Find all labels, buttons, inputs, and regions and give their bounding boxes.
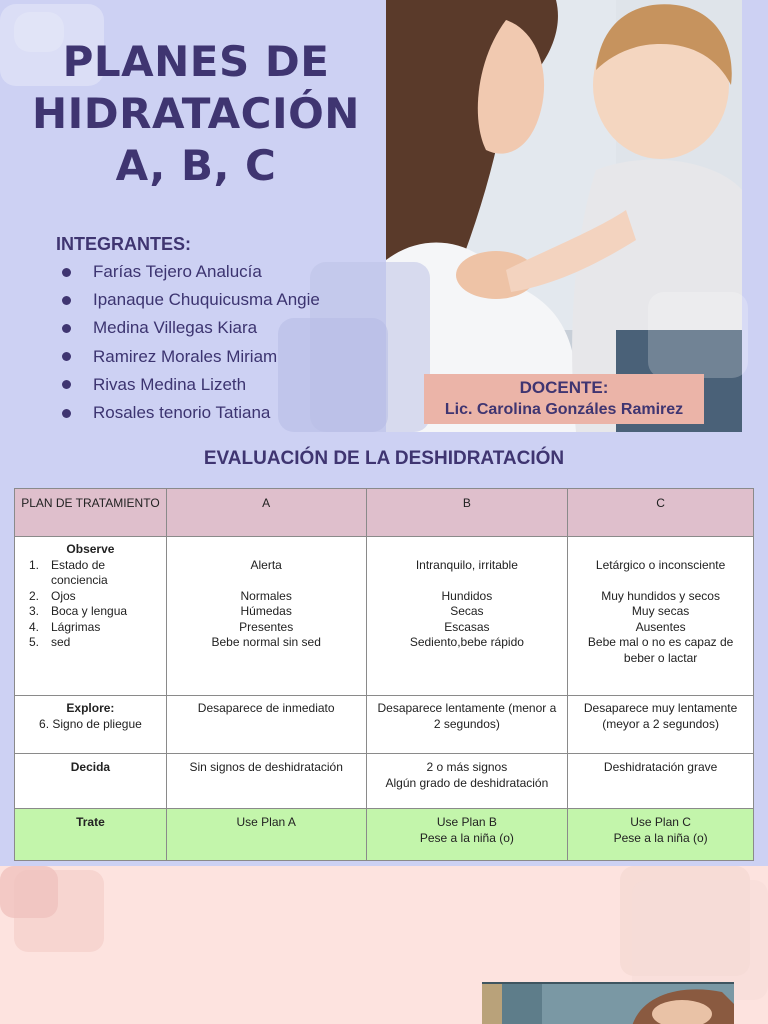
decorative-rounded-square [648, 292, 748, 378]
member-name: Medina Villegas Kiara [93, 318, 258, 338]
title-line: HIDRATACIÓN [32, 89, 360, 138]
member-name: Ipanaque Chuquicusma Angie [93, 290, 320, 310]
item-text: Estado de conciencia [51, 557, 108, 587]
list-item [62, 286, 320, 314]
header-plan: PLAN DE TRATAMIENTO [15, 489, 167, 537]
docente-box [424, 374, 704, 424]
observe-b-state: Intranquilo, irritable [415, 557, 518, 572]
list-item [21, 620, 160, 636]
list-item [21, 604, 160, 620]
members-list [62, 258, 320, 427]
observe-a-value: Presentes [239, 619, 294, 634]
explore-cell [15, 696, 167, 754]
spacer [173, 542, 360, 558]
photo-thumbnail [482, 982, 734, 1024]
observe-b-value: Escasas [444, 619, 490, 634]
member-name: Rosales tenorio Tatiana [93, 403, 271, 423]
table-row [15, 537, 754, 696]
spacer [373, 542, 562, 558]
section-title: EVALUACIÓN DE LA DESHIDRATACIÓN [203, 448, 565, 469]
item-number: 1. [29, 557, 40, 572]
list-item [21, 558, 160, 589]
member-name: Ramirez Morales Miriam [93, 346, 278, 366]
list-item [21, 635, 160, 651]
bullet-icon [62, 324, 71, 333]
photo-illustration [482, 984, 734, 1024]
table-row [15, 809, 754, 861]
spacer [574, 573, 747, 589]
treat-a-cell: Use Plan A [166, 809, 366, 861]
observe-list [21, 558, 160, 651]
observe-b-value: Sediento,bebe rápido [409, 635, 524, 649]
treat-c-cell [568, 809, 754, 861]
observe-c-cell [568, 537, 754, 696]
list-item [62, 258, 320, 286]
explore-label: Explore: [66, 701, 115, 715]
table-row [15, 754, 754, 809]
docente-label: DOCENTE: [519, 378, 609, 397]
explore-b-cell: Desaparece lentamente (menor a 2 segundos) [366, 696, 568, 754]
observe-a-values [173, 542, 360, 651]
header-a: A [166, 489, 366, 537]
treat-b-line: Pese a la niña (o) [419, 830, 514, 845]
observe-c-value: Muy hundidos y secos [601, 588, 720, 603]
observe-a-value: Normales [240, 588, 292, 603]
item-text: sed [51, 635, 71, 649]
treat-c-line: Pese a la niña (o) [613, 830, 708, 845]
treat-b-line: Use Plan B [436, 815, 497, 829]
bullet-icon [62, 352, 71, 361]
observe-c-state: Letárgico o inconsciente [595, 557, 726, 572]
spacer [574, 542, 747, 558]
explore-sub: 6. Signo de pliegue [39, 716, 142, 731]
members-label: INTEGRANTES: [56, 234, 191, 254]
observe-b-value: Hundidos [441, 588, 493, 603]
observe-a-state: Alerta [250, 557, 282, 572]
observe-b-values [373, 542, 562, 651]
decide-b-cell [366, 754, 568, 809]
observe-cell [15, 537, 167, 696]
table-row [15, 489, 754, 537]
decide-b-line: 2 o más signos [426, 760, 508, 774]
bullet-icon [62, 268, 71, 277]
item-number: 3. [29, 604, 40, 618]
title-line: A, B, C [115, 141, 277, 190]
header-c: C [568, 489, 754, 537]
decide-a-cell: Sin signos de deshidratación [166, 754, 366, 809]
member-name: Farías Tejero Analucía [93, 262, 262, 282]
decide-b-line: Algún grado de deshidratación [385, 775, 549, 790]
bullet-icon [62, 409, 71, 418]
treat-cell: Trate [15, 809, 167, 861]
observe-a-value: Húmedas [240, 604, 292, 618]
item-text: Lágrimas [51, 619, 101, 634]
decorative-rounded-square [14, 870, 104, 952]
treat-b-cell [366, 809, 568, 861]
header-b: B [366, 489, 568, 537]
item-text: Ojos [51, 588, 76, 603]
item-number: 4. [29, 619, 40, 634]
spacer [373, 573, 562, 589]
observe-c-values [574, 542, 747, 666]
list-item [62, 343, 320, 371]
list-item [62, 314, 320, 342]
list-item [62, 371, 320, 399]
item-number: 5. [29, 635, 40, 649]
bullet-icon [62, 296, 71, 305]
title-line: PLANES DE [62, 37, 330, 86]
observe-a-cell [166, 537, 366, 696]
item-number: 2. [29, 588, 40, 603]
explore-a-cell: Desaparece de inmediato [166, 696, 366, 754]
table-row [15, 696, 754, 754]
list-item [21, 589, 160, 605]
observe-label: Observe [66, 542, 115, 556]
bullet-icon [62, 380, 71, 389]
treat-c-line: Use Plan C [630, 815, 691, 829]
observe-a-value: Bebe normal sin sed [211, 635, 321, 649]
explore-c-cell: Desaparece muy lentamente (meyor a 2 segundos) [568, 696, 754, 754]
observe-b-value: Secas [450, 604, 484, 618]
page-title [10, 36, 382, 192]
decide-cell: Decida [15, 754, 167, 809]
observe-c-value: Ausentes [635, 619, 686, 634]
observe-c-value: Bebe mal o no es capaz de beber o lactar [587, 635, 734, 665]
docente-name: Lic. Carolina Gonzáles Ramirez [444, 401, 684, 418]
spacer [173, 573, 360, 589]
evaluation-table [14, 488, 754, 861]
list-item [62, 399, 320, 427]
slide-2 [0, 866, 768, 1024]
observe-b-cell [366, 537, 568, 696]
observe-c-value: Muy secas [631, 604, 690, 618]
member-name: Rivas Medina Lizeth [93, 374, 247, 394]
decide-c-cell: Deshidratación grave [568, 754, 754, 809]
item-text: Boca y lengua [51, 604, 128, 618]
